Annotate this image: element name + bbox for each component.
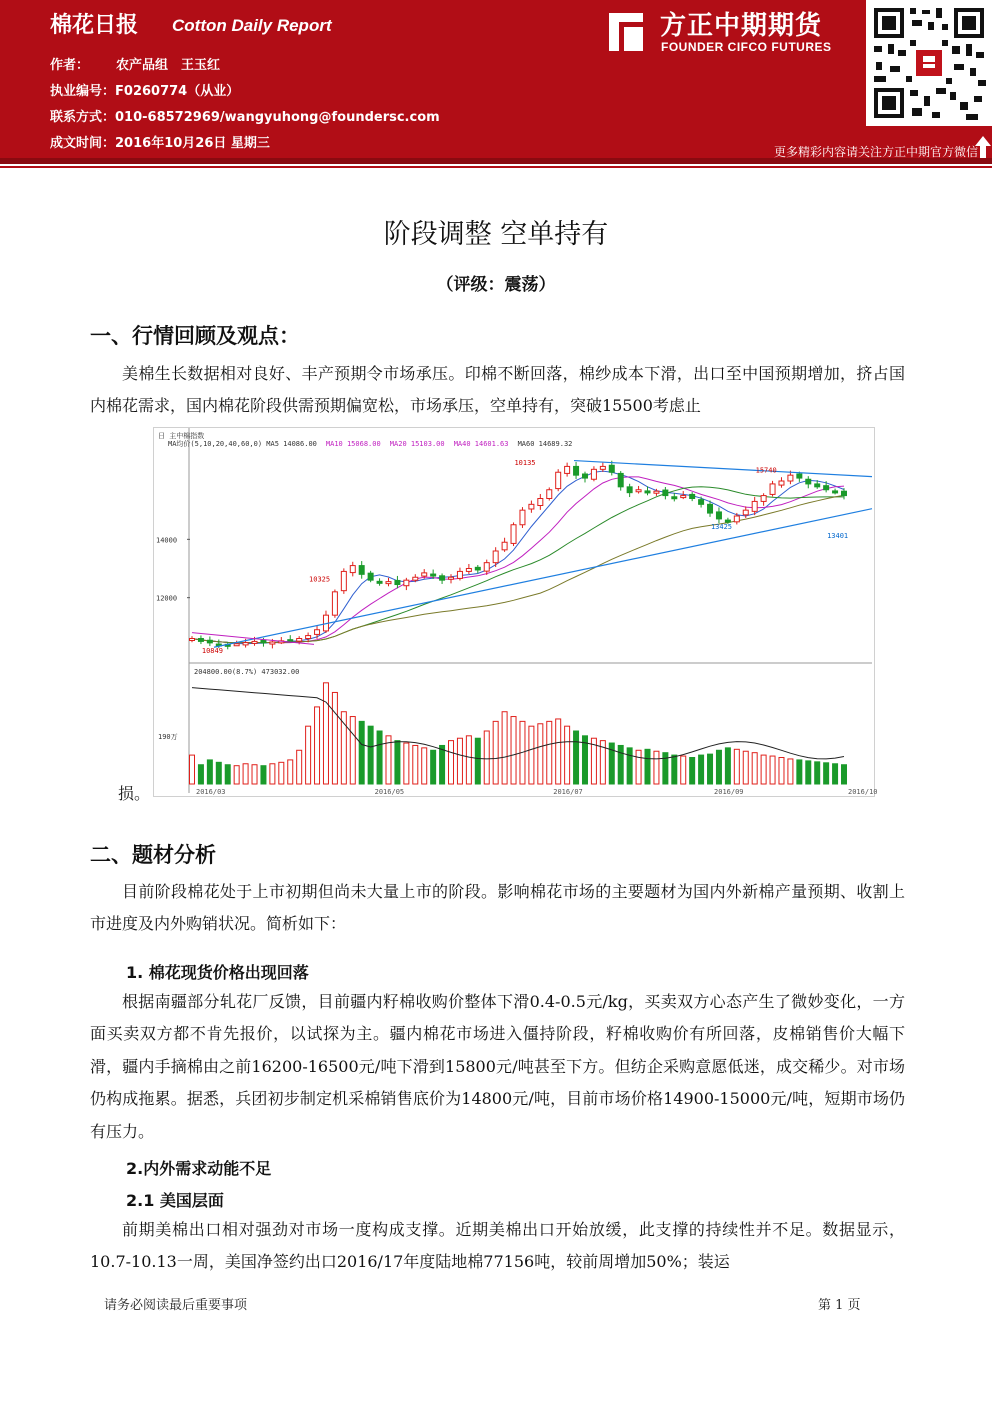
candle-body: [833, 491, 838, 493]
candle-body: [404, 580, 409, 586]
x-tick-label: 2016/03: [196, 788, 226, 796]
report-title-cn: 棉花日报: [50, 13, 139, 38]
footer-page-number: 第 1 页: [818, 1298, 861, 1313]
volume-bar: [618, 745, 623, 784]
candle-body: [475, 567, 480, 570]
candle-body: [681, 496, 686, 498]
volume-bar: [288, 760, 293, 784]
candle-body: [413, 577, 418, 580]
volume-bar: [511, 717, 516, 784]
volume-bar: [574, 731, 579, 784]
candle-body: [797, 474, 802, 478]
volume-bar: [636, 750, 641, 784]
candle-body: [395, 580, 400, 584]
candle-body: [600, 466, 605, 469]
candle-body: [332, 592, 337, 615]
section-paragraph-tail: 损。: [118, 784, 151, 803]
volume-bar: [190, 755, 195, 784]
candle-body: [574, 466, 579, 475]
volume-bar: [413, 745, 418, 784]
volume-bar: [225, 765, 230, 784]
candle-body: [457, 571, 462, 578]
candlestick-chart: [154, 428, 878, 796]
candle-body: [449, 577, 454, 579]
footer-notice: 请务必阅读最后重要事项: [104, 1298, 248, 1313]
volume-bar: [466, 736, 471, 784]
volume-bar: [440, 745, 445, 784]
volume-bar: [493, 721, 498, 784]
page-title: 阶段调整 空单持有: [383, 219, 609, 250]
candle-body: [770, 484, 775, 495]
volume-bar: [368, 726, 373, 784]
candle-body: [699, 500, 704, 505]
date-label: 成文时间：: [50, 136, 116, 151]
x-tick-label: 2016/09: [714, 788, 744, 796]
volume-bar: [565, 726, 570, 784]
candle-body: [422, 573, 427, 576]
rating: （评级：震荡）: [436, 275, 556, 295]
header-divider: [0, 166, 992, 168]
contact-row: [50, 106, 440, 125]
volume-bar: [672, 755, 677, 784]
candle-body: [315, 630, 320, 635]
candle-body: [752, 501, 757, 511]
candle-body: [654, 491, 659, 493]
ma-legend-item: MA5 14086.00: [266, 440, 317, 448]
volume-bar: [529, 726, 534, 784]
volume-bar: [449, 741, 454, 784]
volume-bar: [484, 731, 489, 784]
candle-body: [627, 487, 632, 493]
volume-bar: [708, 754, 713, 784]
author-row: [50, 54, 220, 73]
candle-body: [502, 542, 507, 550]
volume-bar: [833, 764, 838, 784]
volume-bar: [627, 748, 632, 784]
candle-body: [511, 525, 516, 544]
volume-bar: [475, 738, 480, 784]
volume-header: 204800.00(8.7%) 473032.00: [194, 668, 300, 676]
volume-bar: [315, 707, 320, 784]
ma-legend-item: MA10 15068.00: [325, 440, 381, 448]
volume-bar: [198, 765, 203, 784]
volume-bar: [377, 731, 382, 784]
volume-bar: [725, 748, 730, 784]
candle-body: [663, 490, 668, 496]
subheading-demand: 2.内外需求动能不足: [126, 1159, 272, 1178]
volume-bar: [663, 753, 668, 784]
report-title-en: Cotton Daily Report: [172, 16, 332, 35]
candle-body: [386, 582, 391, 584]
candle-body: [198, 639, 203, 642]
logo-text-cn: 方正中期期货: [660, 11, 823, 41]
subheading-us: 2.1 美国层面: [126, 1191, 224, 1210]
ma-legend-item: MA20 15103.00: [389, 440, 445, 448]
volume-bar: [279, 762, 284, 784]
x-tick-label: 2016/07: [553, 788, 583, 796]
candle-body: [788, 475, 793, 481]
volume-bar: [752, 753, 757, 784]
volume-bar: [431, 750, 436, 784]
volume-bar: [359, 721, 364, 784]
candle-body: [708, 504, 713, 513]
license-row: [50, 80, 239, 99]
author-label: 作者：: [50, 58, 90, 73]
volume-bar: [743, 751, 748, 784]
candle-body: [690, 494, 695, 498]
x-tick-label: 2016/05: [374, 788, 405, 796]
candle-body: [529, 504, 534, 509]
founder-logo-icon: [603, 9, 649, 55]
volume-bar: [734, 749, 739, 784]
contact-value[interactable]: 010-68572969/wangyuhong@foundersc.com: [115, 110, 440, 125]
candle-body: [618, 473, 623, 486]
candle-body: [672, 497, 677, 499]
volume-bar: [422, 748, 427, 784]
author-value: 农产品组 王玉红: [116, 58, 221, 73]
candle-body: [493, 551, 498, 563]
volume-bar: [216, 762, 221, 784]
volume-bar: [761, 755, 766, 784]
license-value: F0260774（从业）: [115, 84, 240, 99]
volume-bar: [788, 759, 793, 784]
candle-body: [252, 641, 257, 643]
volume-bar: [538, 724, 543, 784]
price-annotation: 13401: [827, 531, 849, 540]
follow-wechat-text: 更多精彩内容请关注方正中期官方微信: [773, 145, 978, 159]
candle-body: [565, 466, 570, 473]
candle-body: [636, 490, 641, 492]
candle-body: [207, 640, 212, 643]
candle-body: [582, 474, 587, 478]
volume-bar: [332, 692, 337, 784]
date-value: 2016年10月26日 星期三: [115, 136, 270, 151]
volume-bar: [207, 760, 212, 784]
paragraph-us: 前期美棉出口相对强劲对市场一度构成支撑。近期美棉出口开始放缓，此支撑的持续性并不足。数据显示，10.7-10.13一周，美国净签约出口2016/17年度陆地棉77156吨，较前周增加50%；装运: [90, 1220, 905, 1272]
price-tick-label: 12000: [156, 594, 178, 603]
logo-text-en: FOUNDER CIFCO FUTURES: [661, 40, 832, 54]
date-row: [50, 132, 270, 151]
volume-bar: [306, 726, 311, 784]
section-heading-topics: 二、题材分析: [90, 843, 216, 867]
paragraph-spot-price: 根据南疆部分轧花厂反馈，目前疆内籽棉收购价整体下滑0.4-0.5元/kg，买卖双方心态产生了微妙变化，一方面买卖双方都不肯先报价，以试探为主。疆内棉花市场进入僵持阶段，籽棉收购价有所回落，皮棉销售价大幅下滑，疆内手摘棉由之前16200-16500元/吨下滑到15800元/吨甚至下方。但纺企采购意愿低迷，成交稀少。对市场仍构成拖累。据悉，兵团初步制定机采棉销售底价为14800元/吨，目前市场价格14900-15000元/吨，短期市场仍有压力。: [90, 992, 905, 1141]
candle-body: [806, 479, 811, 484]
volume-bar: [824, 763, 829, 784]
section-paragraph-topics: 目前阶段棉花处于上市初期但尚未大量上市的阶段。影响棉花市场的主要题材为国内外新棉产量预期、收割上市进度及内外购销状况。简析如下：: [90, 882, 905, 934]
candle-body: [842, 491, 847, 495]
volume-bar: [243, 764, 248, 784]
candle-body: [815, 484, 820, 487]
price-annotation: 10135: [514, 458, 536, 467]
candle-body: [377, 581, 382, 583]
volume-bar: [690, 758, 695, 785]
volume-bar: [815, 762, 820, 784]
volume-bar: [806, 761, 811, 784]
volume-bar: [457, 738, 462, 784]
section-paragraph-review: 美棉生长数据相对良好、丰产预期令市场承压。印棉不断回落，棉纱成本下滑，出口至中国预期增加，挤占国内棉花需求，国内棉花阶段供需预期偏宽松，市场承压，空单持有，突破15500考虑止: [90, 364, 905, 416]
candle-body: [234, 644, 239, 646]
candle-body: [440, 576, 445, 580]
volume-bar: [681, 756, 686, 784]
volume-bar: [779, 758, 784, 785]
candle-body: [341, 571, 346, 590]
volume-bar: [404, 743, 409, 784]
candle-body: [824, 486, 829, 490]
volume-bar: [797, 760, 802, 784]
candle-body: [645, 491, 650, 493]
candle-body: [306, 636, 311, 639]
candle-body: [190, 639, 195, 641]
ma-legend-item: MA均价(5,10,20,40,60,0): [168, 440, 263, 448]
section-heading-review: 一、行情回顾及观点：: [90, 324, 300, 348]
candle-body: [368, 573, 373, 580]
chart-top-label: 日 主中棉指数: [158, 432, 205, 440]
x-tick-label: 2016/10: [848, 788, 878, 796]
volume-bar: [252, 765, 257, 784]
volume-bar: [699, 755, 704, 784]
ma-legend-item: MA60 14689.32: [517, 440, 573, 448]
volume-bar: [645, 749, 650, 784]
candle-body: [538, 499, 543, 506]
volume-tick-label: 190万: [158, 732, 178, 741]
candle-body: [547, 490, 552, 499]
volume-bar: [556, 719, 561, 784]
volume-bar: [547, 721, 552, 784]
candle-body: [609, 465, 614, 472]
candle-body: [288, 640, 293, 642]
candle-body: [297, 639, 302, 642]
candle-body: [716, 512, 721, 519]
price-annotation: 10325: [309, 575, 331, 584]
candle-body: [725, 520, 730, 522]
wechat-qr-code-icon[interactable]: [866, 0, 992, 126]
volume-bar: [261, 766, 266, 784]
candle-body: [591, 469, 596, 479]
candle-body: [743, 510, 748, 515]
arrow-up-icon: [974, 135, 992, 159]
price-tick-label: 14000: [156, 536, 178, 545]
price-annotation: 10849: [201, 647, 223, 656]
volume-bar: [350, 717, 355, 784]
candle-body: [556, 472, 561, 488]
price-annotation: 15740: [755, 466, 777, 475]
volume-bar: [654, 751, 659, 784]
candle-body: [243, 643, 248, 645]
license-label: 执业编号：: [50, 84, 116, 99]
subheading-spot-price: 1. 棉花现货价格出现回落: [126, 963, 309, 982]
candle-body: [270, 642, 275, 644]
contact-label: 联系方式：: [50, 110, 116, 125]
volume-bar: [842, 765, 847, 784]
candle-body: [261, 640, 266, 643]
volume-bar: [770, 756, 775, 784]
price-annotation: 13425: [710, 523, 733, 532]
volume-bar: [234, 766, 239, 784]
candle-body: [761, 496, 766, 502]
volume-bar: [716, 750, 721, 784]
candle-body: [359, 566, 364, 575]
ma-legend-item: MA40 14601.63: [453, 440, 509, 448]
volume-bar: [297, 750, 302, 784]
candle-body: [734, 516, 739, 522]
candle-body: [466, 569, 471, 572]
volume-bar: [270, 764, 275, 784]
candle-body: [520, 510, 525, 525]
volume-bar: [395, 741, 400, 784]
price-chart: [153, 427, 878, 797]
candle-body: [350, 566, 355, 573]
volume-bar: [502, 712, 507, 784]
volume-bar: [323, 683, 328, 784]
candle-body: [779, 481, 784, 485]
candle-body: [484, 563, 489, 571]
candle-body: [431, 574, 436, 576]
